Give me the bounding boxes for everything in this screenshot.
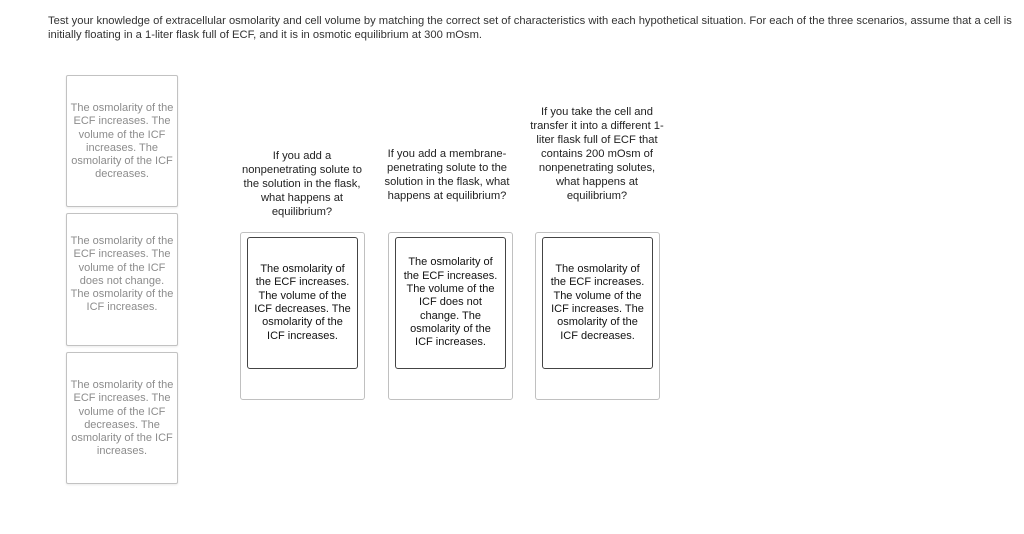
drop-zone[interactable] bbox=[388, 232, 513, 400]
placed-answer-card[interactable] bbox=[395, 237, 506, 369]
source-card[interactable] bbox=[66, 352, 178, 484]
scenario-prompt: If you add a membrane-penetrating solute to the solution in the flask, what happens at equilibrium? bbox=[384, 148, 510, 202]
drop-zone[interactable] bbox=[535, 232, 660, 400]
placed-answer-card[interactable] bbox=[542, 237, 653, 369]
placed-answer-text: The osmolarity of the ECF increases. The volume of the ICF does not change. The osmolarity of the ICF increases. bbox=[403, 256, 498, 349]
source-card[interactable] bbox=[66, 213, 178, 346]
placed-answer-text: The osmolarity of the ECF increases. The volume of the ICF decreases. The osmolarity of the ICF increases. bbox=[254, 263, 351, 342]
instructions-text: Test your knowledge of extracellular osmolarity and cell volume by matching the correct set of characteristics with each hypothetical situation. For each of the three scenarios, assume that a cell is initially floating in a 1-liter flask full of ECF, and it is in osmotic equilibrium at 300 mOsm. bbox=[48, 15, 1012, 41]
source-card-text: The osmolarity of the ECF increases. The volume of the ICF decreases. The osmolarity of the ICF increases. bbox=[70, 379, 174, 458]
drop-zone[interactable] bbox=[240, 232, 365, 400]
source-card-text: The osmolarity of the ECF increases. The volume of the ICF increases. The osmolarity of the ICF decreases. bbox=[70, 102, 174, 181]
source-card-text: The osmolarity of the ECF increases. The volume of the ICF does not change. The osmolarity of the ICF increases. bbox=[70, 235, 174, 314]
placed-answer-text: The osmolarity of the ECF increases. The volume of the ICF increases. The osmolarity of the ICF decreases. bbox=[550, 263, 645, 342]
placed-answer-card[interactable] bbox=[247, 237, 358, 369]
scenario-prompt: If you take the cell and transfer it into a different 1-liter flask full of ECF that contains 200 mOsm of nonpenetrating solutes, what happens at equilibrium? bbox=[530, 106, 664, 202]
source-card[interactable] bbox=[66, 75, 178, 207]
scenario-prompt: If you add a nonpenetrating solute to the solution in the flask, what happens at equilibrium? bbox=[241, 150, 363, 218]
